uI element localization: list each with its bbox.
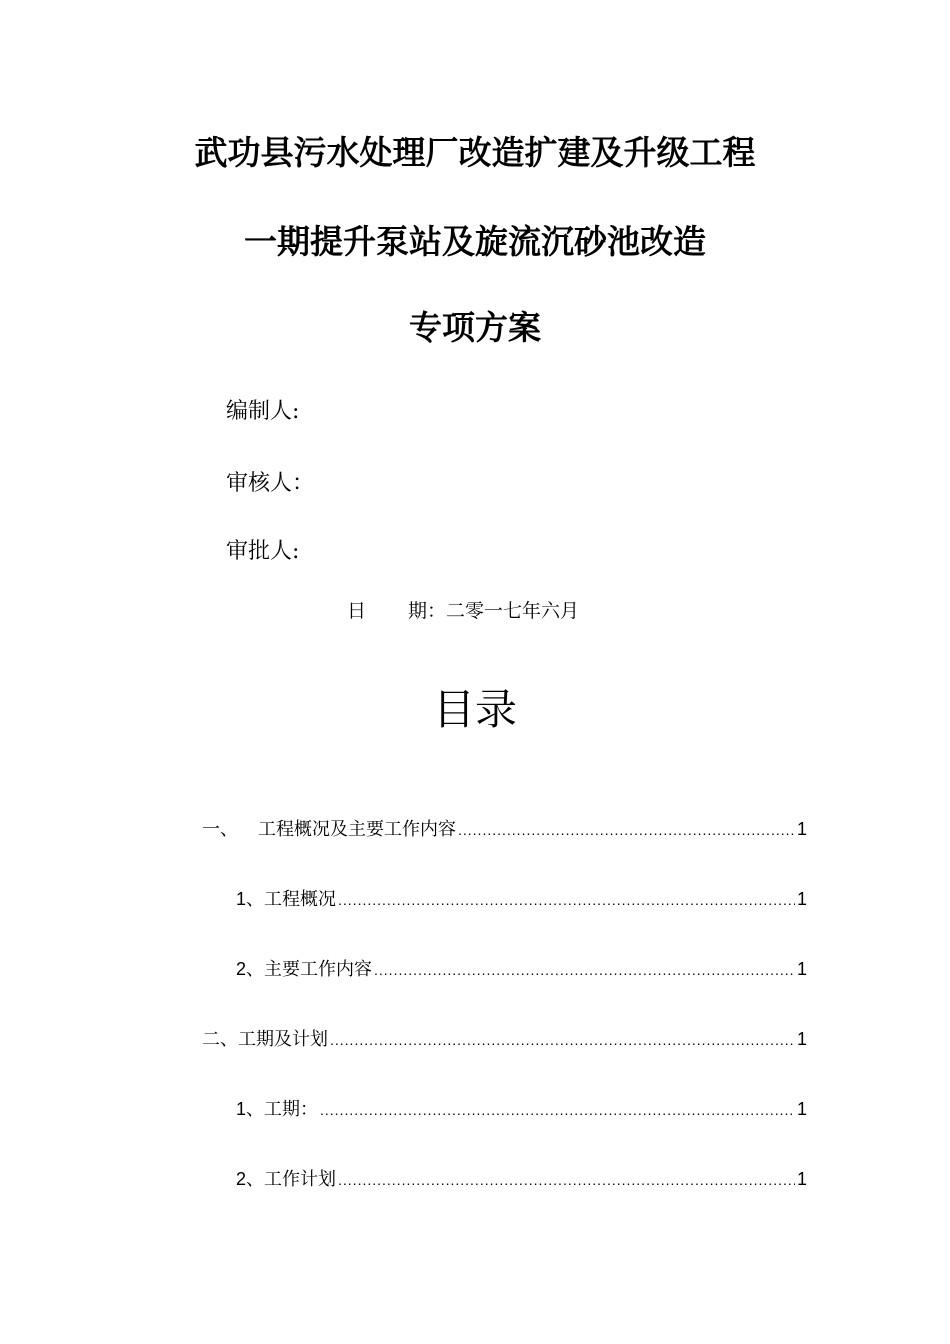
toc-entry-number: 2、 xyxy=(236,1169,265,1189)
approver-label: 审批人: xyxy=(226,539,300,564)
toc-entry-page: 1 xyxy=(796,1029,807,1049)
toc-entry-number: 二、 xyxy=(202,1029,238,1049)
toc-entry-text: 工作计划 xyxy=(264,1169,337,1190)
toc-dot-leader xyxy=(458,818,795,842)
toc-entry-text: 主要工作内容 xyxy=(264,959,373,980)
toc-entry[interactable] xyxy=(236,1097,807,1122)
toc-entry-page: 1 xyxy=(796,889,807,909)
toc-entry-number: 2、 xyxy=(236,959,265,979)
toc-entry[interactable] xyxy=(236,1167,807,1192)
toc-dot-leader xyxy=(330,1028,795,1052)
toc-entry-text: 工期及计划 xyxy=(238,1029,328,1050)
document-title-line-1: 武功县污水处理厂改造扩建及升级工程 xyxy=(194,133,756,172)
compiler-label: 编制人: xyxy=(226,399,300,424)
toc-entry[interactable] xyxy=(202,817,807,842)
toc-dot-leader xyxy=(374,958,795,982)
toc-dot-leader xyxy=(320,1098,795,1122)
toc-entry[interactable] xyxy=(236,887,807,912)
reviewer-label: 审核人： xyxy=(226,471,315,496)
toc-entry[interactable] xyxy=(202,1027,807,1052)
toc-entry-page: 1 xyxy=(796,1099,807,1119)
date-line xyxy=(347,599,579,623)
toc-entry-page: 1 xyxy=(796,959,807,979)
date-value: 二零一七年六月 xyxy=(446,600,580,622)
toc-entry-number: 1、 xyxy=(236,1099,265,1119)
toc-dot-leader xyxy=(338,1168,795,1192)
toc-entry-text: 工程概况 xyxy=(264,889,337,910)
toc-entry-page: 1 xyxy=(796,1169,807,1189)
toc-entry-text: 工期： xyxy=(264,1099,319,1120)
document-title-line-3: 专项方案 xyxy=(409,308,541,347)
toc-entry-text: 工程概况及主要工作内容 xyxy=(258,819,456,840)
date-label-right: 期： xyxy=(408,600,447,622)
document-title-line-2: 一期提升泵站及旋流沉砂池改造 xyxy=(244,222,706,261)
toc-heading: 目录 xyxy=(432,685,517,734)
toc-dot-leader xyxy=(338,888,795,912)
toc-entry-page: 1 xyxy=(796,819,807,839)
toc-entry-number: 1、 xyxy=(236,889,265,909)
toc-entry[interactable] xyxy=(236,957,807,982)
toc-entry-number: 一、 xyxy=(202,819,238,839)
date-label-left: 日 xyxy=(347,600,367,622)
